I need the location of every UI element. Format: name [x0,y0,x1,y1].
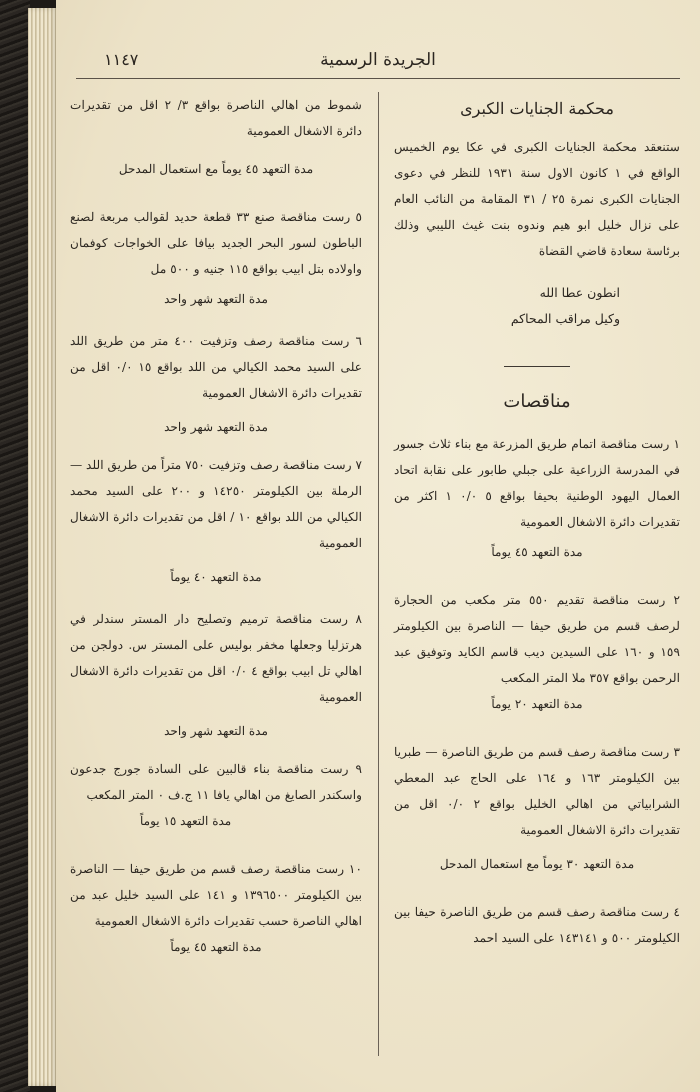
tender-duration: مدة التعهد ٤٥ يوماً [170,940,262,954]
page-number: ١١٤٧ [104,50,139,69]
tender-item: ١ رست مناقصة اتمام طريق المزرعة مع بناء ثلاث جسور في المدرسة الزراعية على جبلي طابور على نقابة اتحاد العمال اليهود الوطنية بحيفا بواقع ٥ ٠/٠ ١ اكثر من تقديرات دائرة الاشغال العمومية [394,437,680,529]
tender-item: ٨ رست مناقصة ترميم وتصليح دار المستر سندلر في هرتزليا وجعلها مخفر بوليس على المستر س. دولجن من اهالي تل ابيب بواقع ٤ ٠/٠ اقل من تقديرات دائرة الاشغال العمومية [70,612,362,704]
book-cover [0,0,30,1092]
tender-item: ٢ رست مناقصة تقديم ٥٥٠ متر مكعب من الحجارة لرصف قسم من طريق حيفا — الناصرة بين الكيلومتر ١٥٩ و ١٦٠ على السيدين ديب قاسم الكايد وتوفيق عبد الرحمن بواقع ٣٥٧ ملا المتر المكعب [394,593,680,685]
page-header [76,48,680,79]
signature-name: انطون عطا الله [539,285,620,300]
tender-duration: مدة التعهد ٣٠ يوماً مع استعمال المدحل [439,857,635,871]
tender-duration: مدة التعهد ٤٠ يوماً [170,570,262,584]
right-column [394,92,680,951]
tender-item: ٥ رست مناقصة صنع ٣٣ قطعة حديد لقوالب مربعة لصنع الباطون لسور البحر الجديد بيافا على الخواجات كوفمان واولاده بتل ابيب بواقع ١١٥ جنيه و ٥٠٠ مل [70,210,363,276]
left-column [70,92,362,960]
column-divider [378,92,379,1056]
tender-item: ٣ رست مناقصة رصف قسم من طريق الناصرة — طبريا بين الكيلومتر ١٦٣ و ١٦٤ على الحاج عبد المعطي الشرابياتي من اهالي الخليل بواقع ٢ ٠/٠ اقل من تقديرات دائرة الاشغال العمومية [394,745,680,837]
tender-item: ٩ رست مناقصة بناء قالبين على السادة جورج جدعون واسكندر الصايغ من اهالي يافا ١١ ج.ف ٠ المتر المكعب [70,762,362,802]
tender-duration: مدة التعهد ٤٥ يوماً [491,545,583,559]
tender-item: ١٠ رست مناقصة رصف قسم من طريق حيفا — الناصرة بين الكيلومتر ١٣٩٦٥٠٠ و ١٤١ على السيد خليل عبد من اهالي الناصرة حسب تقديرات دائرة الاشغال العمومية [70,862,362,928]
tender-duration: مدة التعهد ٤٥ يوماً مع استعمال المدحل [118,162,314,176]
tender-item: ٤ رست مناقصة رصف قسم من طريق الناصرة حيفا بين الكيلومتر ٥٠٠ و ١٤٣١٤١ على السيد احمد [394,905,680,945]
tenders-heading: مناقصات [503,391,571,412]
tender-duration: مدة التعهد شهر واحد [164,420,268,434]
tender-item: ٧ رست مناقصة رصف وتزفيت ٧٥٠ متراً من طريق اللد — الرملة بين الكيلومتر ١٤٢٥٠ و ٢٠٠ على السيد محمد الكيالي من اللد بواقع ١٠ / اقل من تقديرات دائرة الاشغال العمومية [70,458,362,550]
court-heading: محكمة الجنايات الكبرى [460,99,614,118]
signature-title: وكيل مراقب المحاكم [510,311,620,326]
gazette-title: الجريدة الرسمية [320,50,436,70]
page-edges [28,8,58,1086]
tender-duration: مدة التعهد ٢٠ يوماً [491,697,583,711]
tender-item: ٦ رست مناقصة رصف وتزفيت ٤٠٠ متر من طريق اللد على السيد محمد الكيالي من اللد بواقع ١٥ ٠/٠ اقل من تقديرات دائرة الاشغال العمومية [70,334,363,400]
tender-continuation: شموط من اهالي الناصرة بواقع ٣/ ٢ اقل من تقديرات دائرة الاشغال العمومية [70,98,362,138]
gazette-page [56,0,700,1092]
tender-duration: مدة التعهد شهر واحد [164,292,268,306]
tender-duration: مدة التعهد شهر واحد [164,724,268,738]
court-notice: ستنعقد محكمة الجنايات الكبرى في عكا يوم الخميس الواقع في ١ كانون الاول سنة ١٩٣١ للنظر في دعوى الجنايات الكبرى نمرة ٢٥ / ٣١ المقامة من النائب العام على نزال خليل ابو هيم وندوه بنت غيث الليبي وذلك برئاسة سعادة قاضي القضاة [394,140,681,258]
tender-duration: مدة التعهد ١٥ يوماً [140,814,232,828]
